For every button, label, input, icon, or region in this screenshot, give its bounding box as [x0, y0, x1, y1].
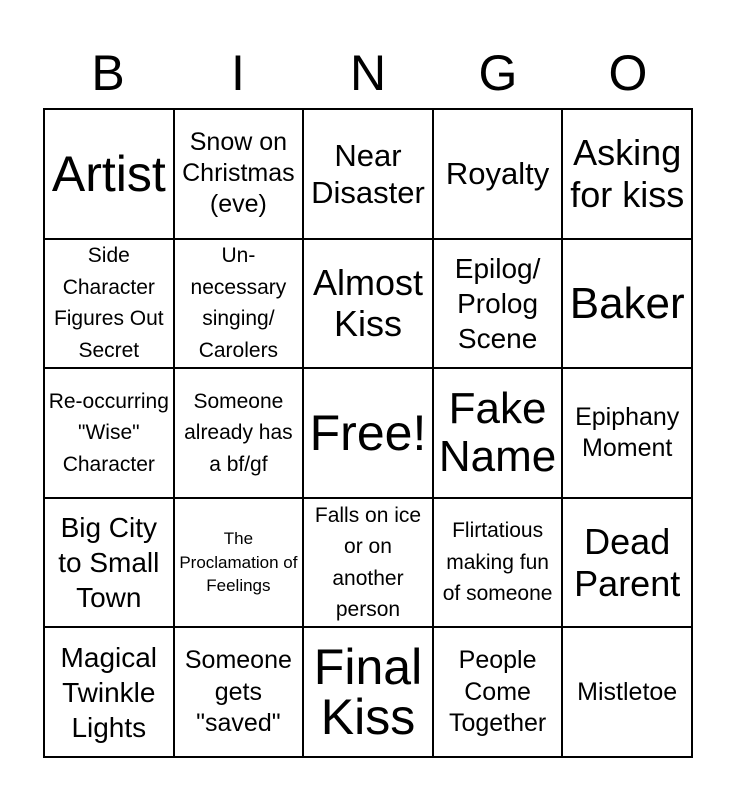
bingo-cell-r2c1[interactable] — [44, 239, 174, 369]
bingo-cell-r3c4[interactable] — [433, 368, 563, 498]
bingo-cell-text: Big City to Small Town — [58, 512, 160, 614]
bingo-cell-text: Near Disaster — [311, 137, 425, 210]
bingo-cell-r4c2[interactable] — [174, 498, 304, 628]
bingo-cell-text: Side Character Figures Out Secret — [53, 244, 164, 362]
bingo-cell-text: Almost Kiss — [312, 262, 423, 345]
bingo-cell-text: Snow on Christmas (eve) — [182, 127, 295, 219]
bingo-cell-text: Free! — [309, 404, 427, 461]
bingo-cell-r4c3[interactable] — [303, 498, 433, 628]
bingo-cell-text: Epiphany Moment — [575, 402, 680, 462]
bingo-cell-r5c2[interactable] — [174, 627, 304, 757]
bingo-cell-text: Someone already has a bf/gf — [184, 389, 293, 476]
bingo-cell-r4c5[interactable] — [562, 498, 692, 628]
bingo-cell-text: Baker — [569, 278, 685, 328]
bingo-cell-text: Mistletoe — [577, 677, 678, 706]
header-letter-o: O — [608, 45, 648, 101]
bingo-cell-text: Asking for kiss — [570, 132, 685, 215]
bingo-header — [43, 40, 693, 106]
bingo-cell-text: People Come Together — [448, 646, 547, 737]
header-letter-i: I — [231, 45, 245, 101]
bingo-cell-r5c4[interactable] — [433, 627, 563, 757]
bingo-cell-r2c2[interactable] — [174, 239, 304, 369]
bingo-cell-text: The Proclamation of Feelings — [179, 528, 298, 596]
bingo-cell-text: Artist — [51, 145, 166, 202]
bingo-cell-text: Royalty — [445, 156, 550, 192]
bingo-cell-text: Re-occurring "Wise" Character — [48, 389, 169, 476]
bingo-cell-text: Final Kiss — [313, 639, 423, 746]
bingo-cell-r1c1[interactable] — [44, 109, 174, 239]
bingo-cell-r1c4[interactable] — [433, 109, 563, 239]
bingo-cell-r5c5[interactable] — [562, 627, 692, 757]
bingo-cell-r4c1[interactable] — [44, 498, 174, 628]
bingo-cell-r1c3[interactable] — [303, 109, 433, 239]
bingo-cell-r3c3[interactable] — [303, 368, 433, 498]
bingo-cell-r3c5[interactable] — [562, 368, 692, 498]
bingo-cell-text: Dead Parent — [574, 521, 681, 604]
bingo-cell-text: Someone gets "saved" — [184, 646, 292, 737]
bingo-cell-r2c5[interactable] — [562, 239, 692, 369]
bingo-cell-r5c1[interactable] — [44, 627, 174, 757]
bingo-cell-r4c4[interactable] — [433, 498, 563, 628]
bingo-cell-r1c2[interactable] — [174, 109, 304, 239]
bingo-cell-text: Falls on ice or on another person — [314, 503, 422, 622]
bingo-cell-text: Flirtatious making fun of someone — [442, 519, 553, 606]
bingo-cell-text: Un-necessary singing/ Carolers — [190, 244, 287, 362]
bingo-cell-r2c4[interactable] — [433, 239, 563, 369]
bingo-cell-text: Epilog/ Prolog Scene — [454, 252, 541, 354]
header-letter-n: N — [349, 45, 387, 101]
bingo-cell-text: Fake Name — [438, 384, 557, 481]
bingo-cell-r1c5[interactable] — [562, 109, 692, 239]
header-letter-g: G — [478, 45, 518, 101]
bingo-board — [43, 108, 693, 758]
bingo-cell-text: Magical Twinkle Lights — [60, 641, 158, 743]
bingo-cell-r3c1[interactable] — [44, 368, 174, 498]
bingo-cell-r2c3[interactable] — [303, 239, 433, 369]
bingo-cell-r3c2[interactable] — [174, 368, 304, 498]
header-letter-b: B — [91, 45, 125, 101]
bingo-cell-r5c3[interactable] — [303, 627, 433, 757]
